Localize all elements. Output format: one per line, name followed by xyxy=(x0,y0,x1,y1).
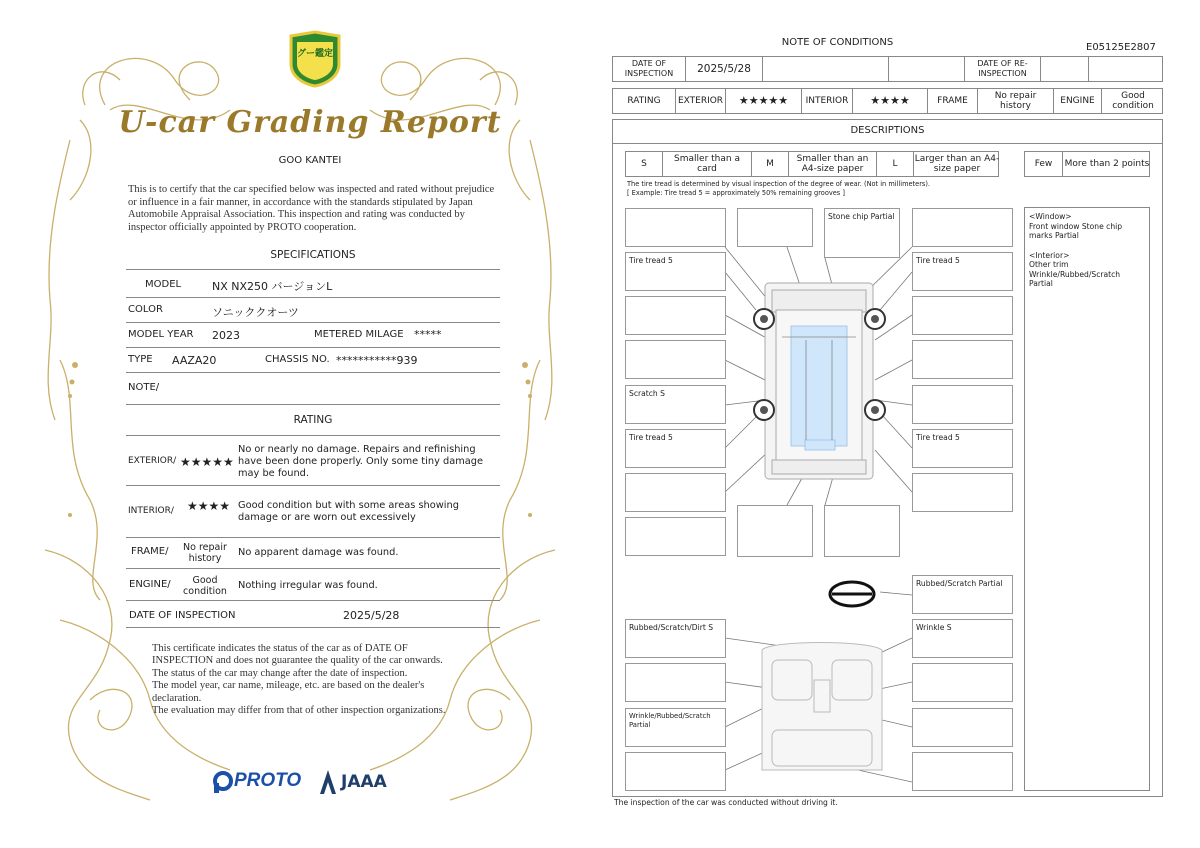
rating-label: RATING xyxy=(613,89,676,113)
descriptions-header: DESCRIPTIONS xyxy=(850,125,925,136)
color-value: ソニッククオーツ xyxy=(212,306,299,319)
disclaimer xyxy=(152,643,492,717)
desc-box-tire-rr: Tire tread 5 xyxy=(912,429,1013,468)
desc-box xyxy=(912,208,1013,247)
desc-box-stone-chip: Stone chip Partial xyxy=(824,208,900,258)
jaaa-logo-text: JAAA xyxy=(341,772,387,792)
divider xyxy=(126,372,500,373)
divider xyxy=(126,537,500,538)
mileage-label: METERED MILAGE xyxy=(314,329,404,340)
tire-note: The tire tread is determined by visual inspection of the degree of wear. (Not in millimeters). xyxy=(627,180,931,188)
desc-box xyxy=(625,663,726,702)
type-value: AAZA20 xyxy=(172,354,217,367)
proto-logo-icon xyxy=(212,770,234,794)
divider xyxy=(126,269,500,270)
disclaimer-line: The model year, car name, mileage, etc. are based on the dealer's xyxy=(152,680,425,692)
divider xyxy=(126,347,500,348)
date-value: 2025/5/28 xyxy=(343,609,400,622)
engine-desc: Nothing irregular was found. xyxy=(238,580,378,591)
note-of-conditions xyxy=(600,0,1200,848)
report-title: U-car Grading Report xyxy=(118,105,502,140)
type-label: TYPE xyxy=(128,354,153,365)
date-of-inspection-value: 2025/5/28 xyxy=(686,57,763,81)
exterior-desc: No or nearly no damage. Repairs and refinishing have been done properly. Only some tiny damage may be found. xyxy=(238,444,483,479)
tire-example: [ Example: Tire tread 5 = approximately 50% remaining grooves ] xyxy=(627,189,845,197)
exterior-stars: ★★★★★ xyxy=(726,89,802,113)
model-label: MODEL xyxy=(145,279,182,290)
desc-box xyxy=(625,208,726,247)
desc-box xyxy=(625,473,726,512)
mileage-value: ***** xyxy=(414,328,442,341)
legend-m: M xyxy=(752,152,789,176)
proto-logo-text: PROTO xyxy=(234,770,302,791)
legend-s: S xyxy=(626,152,663,176)
desc-box xyxy=(912,708,1013,747)
exterior-label: EXTERIOR xyxy=(676,89,726,113)
desc-box xyxy=(625,517,726,556)
legend-few: Few xyxy=(1025,152,1063,176)
frame-value: No repair history xyxy=(978,89,1054,113)
frame-desc: No apparent damage was found. xyxy=(238,547,399,558)
doc-id: E05125E2807 xyxy=(1086,42,1156,53)
date-of-reinspection-label: DATE OF RE-INSPECTION xyxy=(965,57,1041,81)
divider xyxy=(126,404,500,405)
model-year-label: MODEL YEAR xyxy=(128,329,194,340)
desc-box xyxy=(912,340,1013,379)
desc-box xyxy=(625,296,726,335)
frame-label: FRAME/ xyxy=(131,546,169,557)
desc-box-wrinkle: Wrinkle S xyxy=(912,619,1013,658)
desc-box xyxy=(912,473,1013,512)
desc-box xyxy=(912,296,1013,335)
engine-label: ENGINE/ xyxy=(129,579,171,590)
desc-box-tire-fl: Tire tread 5 xyxy=(625,252,726,291)
desc-box xyxy=(912,752,1013,791)
interior-stars: ★★★★ xyxy=(187,499,231,513)
date-label: DATE OF INSPECTION xyxy=(129,610,236,621)
legend-l: L xyxy=(877,152,914,176)
desc-box-scratch: Scratch S xyxy=(625,385,726,424)
engine-label: ENGINE xyxy=(1054,89,1102,113)
legend-s-desc: Smaller than a card xyxy=(663,152,752,176)
goo-logo-text: グー鑑定 xyxy=(296,49,333,59)
jaaa-logo-icon xyxy=(318,768,338,796)
chassis-label: CHASSIS NO. xyxy=(265,354,330,365)
desc-box-tire-fr: Tire tread 5 xyxy=(912,252,1013,291)
disclaimer-line: The evaluation may differ from that of other inspection organizations. xyxy=(152,705,446,717)
divider xyxy=(126,435,500,436)
desc-box-rubbed-dirt: Rubbed/Scratch/Dirt S xyxy=(625,619,726,658)
chassis-value: ***********939 xyxy=(336,354,418,367)
disclaimer-line: INSPECTION and does not guarantee the quality of the car onwards. xyxy=(152,655,443,667)
window-note-head: <Window> xyxy=(1029,212,1072,221)
frame-label: FRAME xyxy=(928,89,978,113)
goo-kantei-logo-icon xyxy=(287,30,343,88)
legend-l-desc: Larger than an A4-size paper xyxy=(914,154,1000,174)
desc-box xyxy=(824,505,900,557)
desc-box xyxy=(625,340,726,379)
disclaimer-line: declaration. xyxy=(152,692,202,704)
desc-box-wrinkle-rubbed: Wrinkle/Rubbed/Scratch Partial xyxy=(625,708,726,747)
interior-label: INTERIOR xyxy=(802,89,853,113)
certify-text: This is to certify that the car specified below was inspected and rated without prejudice or influence in a fair manner, in accordance with the standards stipulated by Japan Automobile Appraisal Association. This inspection and rating was conducted by inspector officially appointed by PROTO cooperation. xyxy=(128,184,495,233)
desc-box xyxy=(737,505,813,557)
model-year-value: 2023 xyxy=(212,329,240,342)
color-label: COLOR xyxy=(128,304,163,315)
divider xyxy=(126,600,500,601)
footer-note: The inspection of the car was conducted without driving it. xyxy=(614,798,838,807)
exterior-label: EXTERIOR/ xyxy=(128,456,177,466)
desc-box xyxy=(912,385,1013,424)
interior-note-head: <Interior> xyxy=(1029,250,1070,260)
model-value: NX NX250 バージョンL xyxy=(212,280,333,293)
noc-title: NOTE OF CONDITIONS xyxy=(781,37,894,48)
interior-label: INTERIOR/ xyxy=(128,506,174,516)
divider xyxy=(126,485,500,486)
divider xyxy=(126,322,500,323)
legend-few-desc: More than 2 points xyxy=(1064,159,1150,169)
desc-box xyxy=(912,663,1013,702)
legend-m-desc: Smaller than an A4-size paper xyxy=(789,152,877,176)
frame-value: No repair history xyxy=(183,542,227,564)
interior-stars: ★★★★ xyxy=(853,89,928,113)
date-of-inspection-label: DATE OF INSPECTION xyxy=(613,57,686,81)
window-note-text: Front window Stone chip marks Partial xyxy=(1029,221,1123,240)
divider xyxy=(126,568,500,569)
engine-value: Good condition xyxy=(183,575,227,597)
report-subtitle: GOO KANTEI xyxy=(278,155,342,166)
disclaimer-line: This certificate indicates the status of the car as of DATE OF xyxy=(152,643,408,654)
interior-note-text: Other trim Wrinkle/Rubbed/Scratch Partial xyxy=(1029,260,1121,288)
divider xyxy=(126,297,500,298)
engine-value: Good condition xyxy=(1112,91,1154,111)
desc-box-steering: Rubbed/Scratch Partial xyxy=(912,575,1013,614)
desc-box xyxy=(737,208,813,247)
divider xyxy=(126,627,500,628)
desc-box xyxy=(625,752,726,791)
exterior-stars: ★★★★★ xyxy=(180,455,234,469)
specifications-header: SPECIFICATIONS xyxy=(270,249,356,261)
rating-header: RATING xyxy=(293,414,333,426)
disclaimer-line: The status of the car may change after the date of inspection. xyxy=(152,667,408,679)
interior-desc: Good condition but with some areas showing damage or are worn out excessively xyxy=(238,500,459,523)
note-label: NOTE/ xyxy=(128,382,160,393)
desc-box-tire-rl: Tire tread 5 xyxy=(625,429,726,468)
